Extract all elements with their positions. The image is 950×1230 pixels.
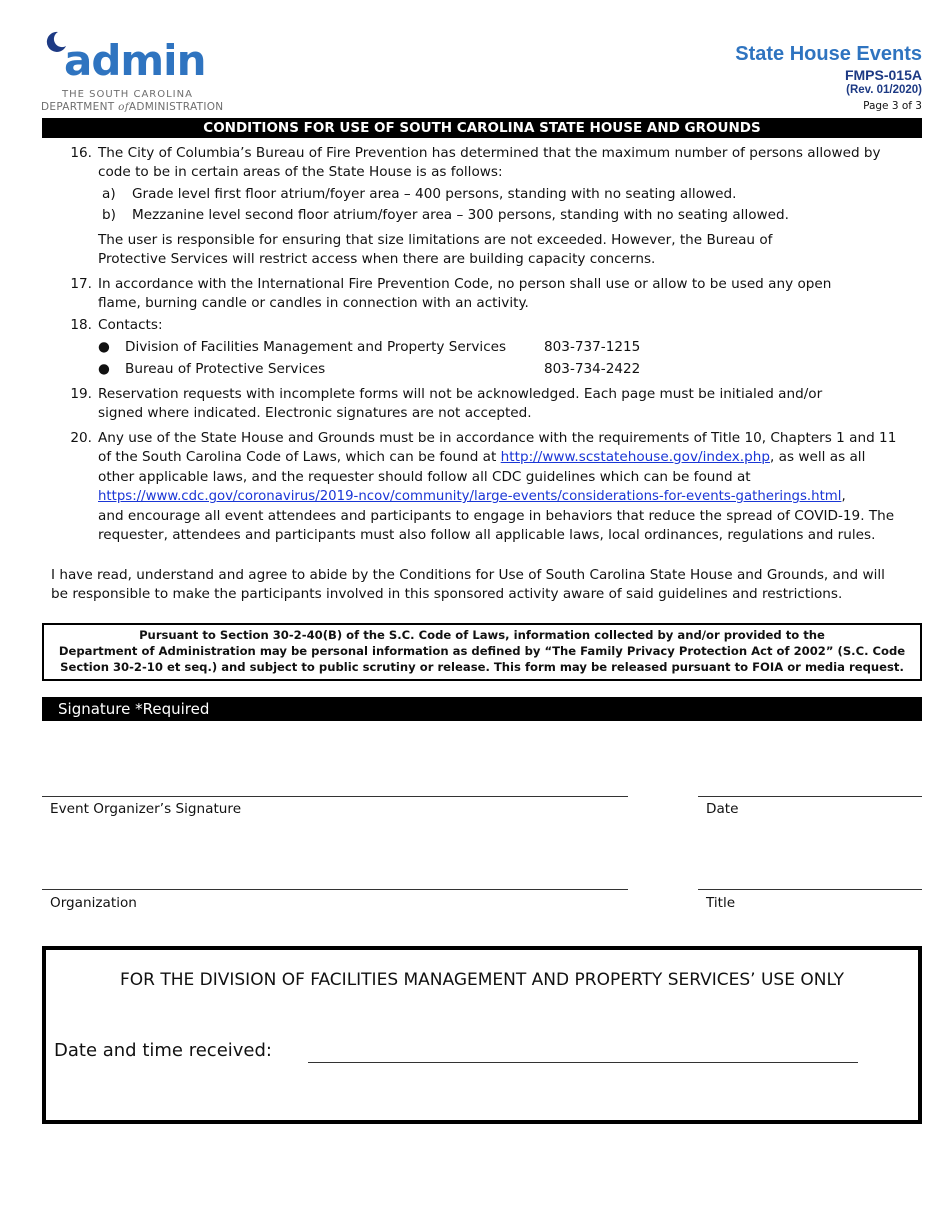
item-20-line1: Any use of the State House and Grounds must be in accordance with the requirements of Title 10, Chapters 1 and 11 [98,430,897,446]
item-17-number: 17. [70,276,92,292]
item-18-number: 18. [70,317,92,333]
item-16-note-line2: Protective Services will restrict access when there are building capacity concerns. [98,251,656,267]
item-20-line3: other applicable laws, and the requester should follow all CDC guidelines which can be found at [98,469,751,485]
signature-banner: Signature *Required [42,697,922,721]
agreement-line1: I have read, understand and agree to abide by the Conditions for Use of South Carolina State House and Grounds, and will [51,567,885,583]
item-17-line2: flame, burning candle or candles in connection with an activity. [98,295,529,311]
item-20-line5: and encourage all event attendees and participants to engage in behaviors that reduce the spread of COVID-19. The [98,508,895,524]
logo-wordmark: admin [64,36,206,85]
item-16b-label: b) [102,207,116,223]
contact-phone: 803-737-1215 [544,339,641,355]
bullet-icon: ● [98,339,110,355]
page-number: Page 3 of 3 [863,100,922,112]
item-16a-text: Grade level first floor atrium/foyer area – 400 persons, standing with no seating allowed. [132,186,737,202]
logo-subtitle-state: THE SOUTH CAROLINA [62,89,193,100]
contact-name: Bureau of Protective Services [125,361,326,377]
item-17-line1: In accordance with the International Fire Prevention Code, no person shall use or allow to be used any open [98,276,832,292]
date-label: Date [706,801,739,817]
item-20-line2: of the South Carolina Code of Laws, which can be found at http://www.scstatehouse.gov/index.php, as well as all [98,449,866,465]
cdc-guidelines-link[interactable]: https://www.cdc.gov/coronavirus/2019-ncov/community/large-events/considerations-for-events-gatherings.html [98,489,842,504]
bullet-icon: ● [98,361,110,377]
title-label: Title [706,895,736,911]
date-line[interactable] [698,796,922,797]
agreement-line2: be responsible to make the participants involved in this sponsored activity aware of said guidelines and restrictions. [51,586,843,602]
organizer-signature-label: Event Organizer’s Signature [50,801,242,817]
item-20-number: 20. [70,430,92,446]
form-title: State House Events [735,43,922,65]
contact-name: Division of Facilities Management and Property Services [125,339,507,355]
title-line[interactable] [698,889,922,890]
item-19-line1: Reservation requests with incomplete forms will not be acknowledged. Each page must be initialed and/or [98,386,823,402]
notice-line1: Pursuant to Section 30-2-40(B) of the S.C. Code of Laws, information collected by and/or provided to the [139,628,825,642]
date-time-received-label: Date and time received: [54,1040,272,1061]
item-19-number: 19. [70,386,92,402]
foia-notice-box [42,623,922,681]
item-20-line4: https://www.cdc.gov/coronavirus/2019-ncov/community/large-events/considerations-for-events-gatherings.html, [98,489,846,504]
item-16a-label: a) [102,186,116,202]
form-revision: (Rev. 01/2020) [846,84,922,96]
statehouse-link[interactable]: http://www.scstatehouse.gov/index.php [500,449,771,465]
contact-phone: 803-734-2422 [544,361,641,377]
notice-line3: Section 30-2-10 et seq.) and subject to public scrutiny or release. This form may be released pursuant to FOIA or media request. [60,660,904,674]
office-use-box [42,946,922,1124]
item-16b-text: Mezzanine level second floor atrium/foyer area – 300 persons, standing with no seating allowed. [132,207,789,223]
organizer-signature-line[interactable] [42,796,628,797]
organization-line[interactable] [42,889,628,890]
logo-subtitle-department: DEPARTMENT ofADMINISTRATION [41,101,224,113]
notice-line2: Department of Administration may be personal information as defined by “The Family Privacy Protection Act of 2002” (S.C. Code [58,644,906,658]
form-code: FMPS-015A [844,67,922,83]
organization-label: Organization [50,895,137,911]
item-19-line2: signed where indicated. Electronic signatures are not accepted. [98,405,532,421]
item-16-line2: code to be in certain areas of the State House is as follows: [98,164,503,180]
item-20-line6: requester, attendees and participants must also follow all applicable laws, local ordinances, regulations and rules. [98,527,876,543]
conditions-banner: CONDITIONS FOR USE OF SOUTH CAROLINA STATE HOUSE AND GROUNDS [42,118,922,138]
item-16-line1: The City of Columbia’s Bureau of Fire Prevention has determined that the maximum number of persons allowed by [98,145,881,161]
office-use-title: FOR THE DIVISION OF FACILITIES MANAGEMENT AND PROPERTY SERVICES’ USE ONLY [119,970,845,990]
item-16-note-line1: The user is responsible for ensuring that size limitations are not exceeded. However, the Bureau of [98,232,773,248]
date-time-received-line[interactable] [308,1062,858,1063]
item-16-number: 16. [70,145,92,161]
contacts-label: Contacts: [98,317,163,333]
